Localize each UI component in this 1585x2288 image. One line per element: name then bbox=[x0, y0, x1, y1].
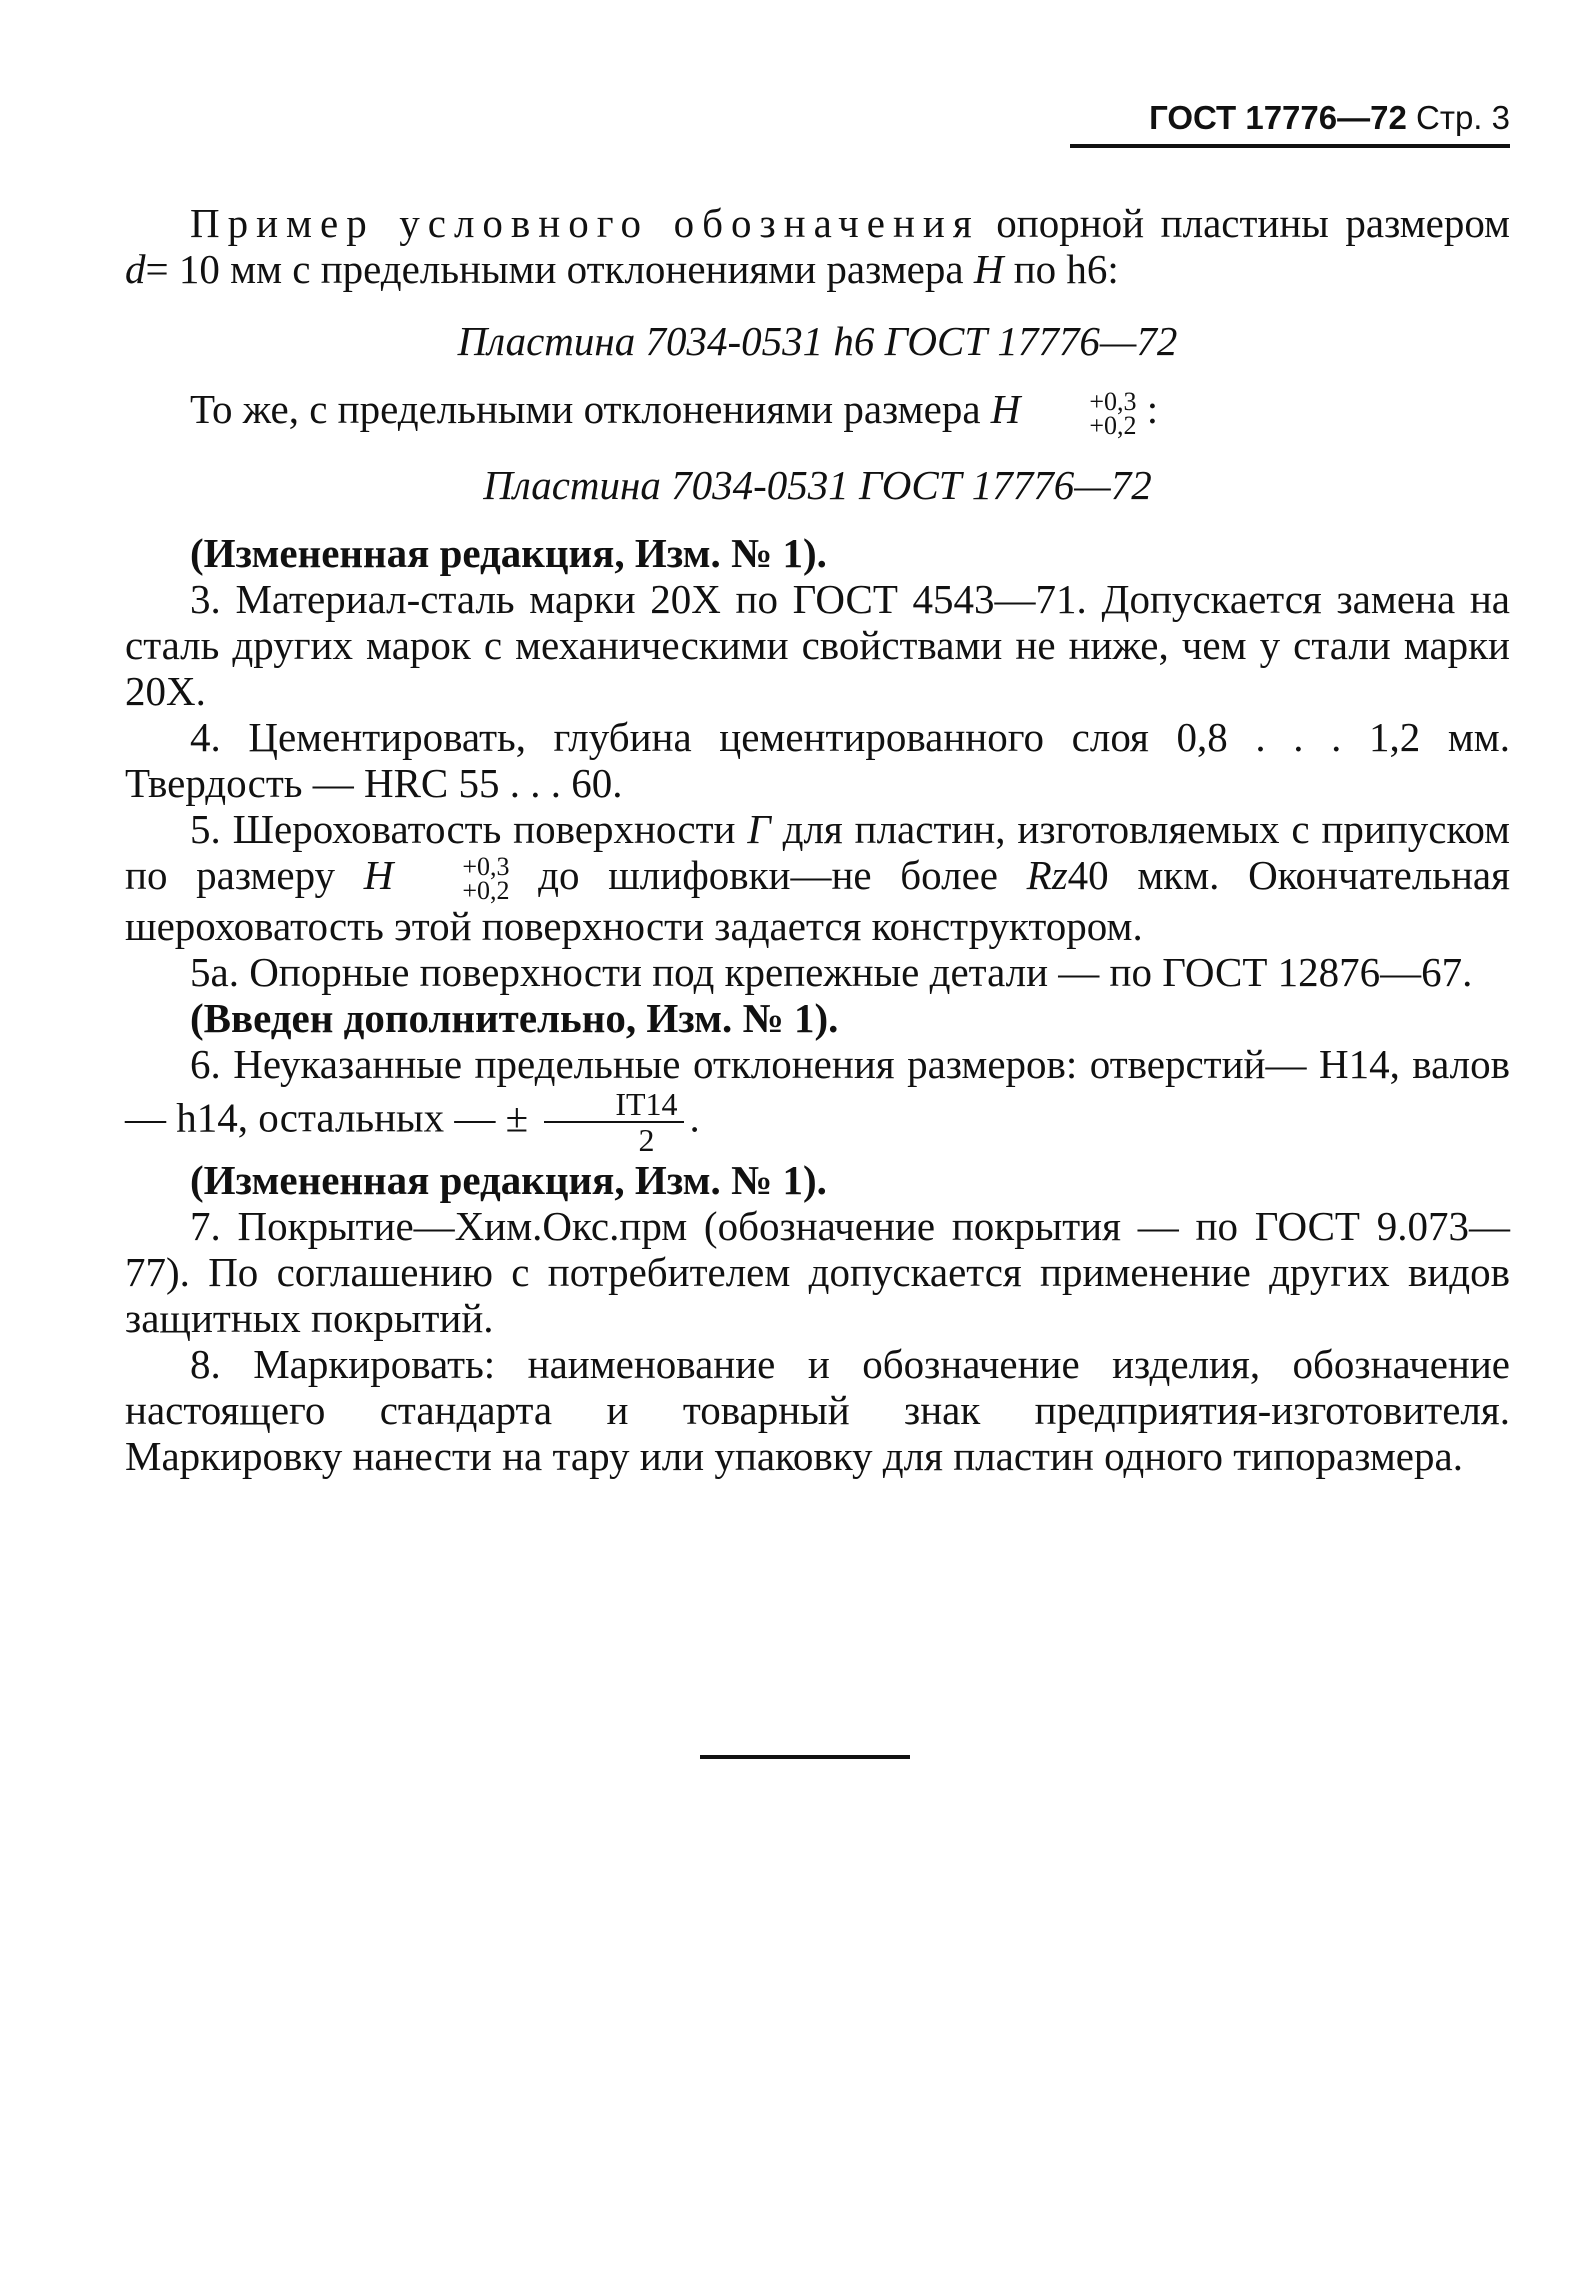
standard-number: ГОСТ 17776—72 bbox=[1149, 99, 1407, 136]
designation-example-2: Пластина 7034-0531 ГОСТ 17776—72 bbox=[483, 461, 1152, 508]
item-8: 8. Маркировать: наименование и обозначение изделия, обозначение настоящего стандарта и товарный знак предприятия-изготовителя. Маркировку нанести на тару или упаковку для пластин одного типоразмера. bbox=[125, 1341, 1510, 1480]
example-lead: Пример условного обозначения bbox=[190, 200, 980, 246]
fraction-it14-over-2: $\frac{IT14}{2}$ bbox=[544, 1087, 683, 1157]
page-number: Стр. 3 bbox=[1416, 99, 1510, 136]
item-4: 4. Цементировать, глубина цементированного слоя 0,8 . . . 1,2 мм. Твердость — HRC 55 . . . 60. bbox=[125, 713, 1510, 806]
item-3: 3. Материал-сталь марки 20Х по ГОСТ 4543—71. Допускается замена на сталь других марок с механическими свойствами не ниже, чем у стали марки 20Х. bbox=[125, 575, 1510, 714]
amendment-note-1: (Измененная редакция, Изм. № 1). bbox=[190, 529, 827, 576]
end-rule bbox=[700, 1755, 910, 1759]
example-paragraph: Пример условного обозначения опорной пластины размером d= 10 мм с предельными отклонениями размера H по h6: bbox=[125, 200, 1510, 292]
item-5a: 5а. Опорные поверхности под крепежные детали — по ГОСТ 12876—67. bbox=[190, 949, 1473, 996]
document-body bbox=[125, 200, 1510, 1479]
designation-example-1: Пластина 7034-0531 h6 ГОСТ 17776—72 bbox=[457, 318, 1178, 364]
item-5: 5. Шероховатость поверхности Г для пластин, изготовляемых с припуском по размеру H +0,3 +0,2 до шлифовки—не более Rz40 мкм. Окончательная шероховатость этой поверхности задается конструктором. bbox=[125, 805, 1511, 950]
amendment-note-3: (Измененная редакция, Изм. № 1). bbox=[190, 1157, 827, 1204]
item-7: 7. Покрытие—Хим.Окс.прм (обозначение покрытия — по ГОСТ 9.073—77). По соглашению с потребителем допускается применение других видов защитных покрытий. bbox=[125, 1203, 1510, 1342]
amendment-note-2: (Введен дополнительно, Изм. № 1). bbox=[190, 995, 839, 1042]
page-header bbox=[1070, 96, 1510, 148]
same-with-tolerance: То же, с предельными отклонениями размера H +0,3 +0,2 : bbox=[190, 386, 1159, 440]
tolerance-limits: +0,3 +0,2 bbox=[1089, 386, 1137, 440]
dimension-H: H bbox=[990, 386, 1021, 432]
item-6: 6. Неуказанные предельные отклонения размеров: отверстий— H14, валов — h14, остальных — ± $\frac{IT14}{2}$ . bbox=[125, 1041, 1510, 1159]
tolerance-limits: +0,3 +0,2 bbox=[462, 852, 510, 906]
